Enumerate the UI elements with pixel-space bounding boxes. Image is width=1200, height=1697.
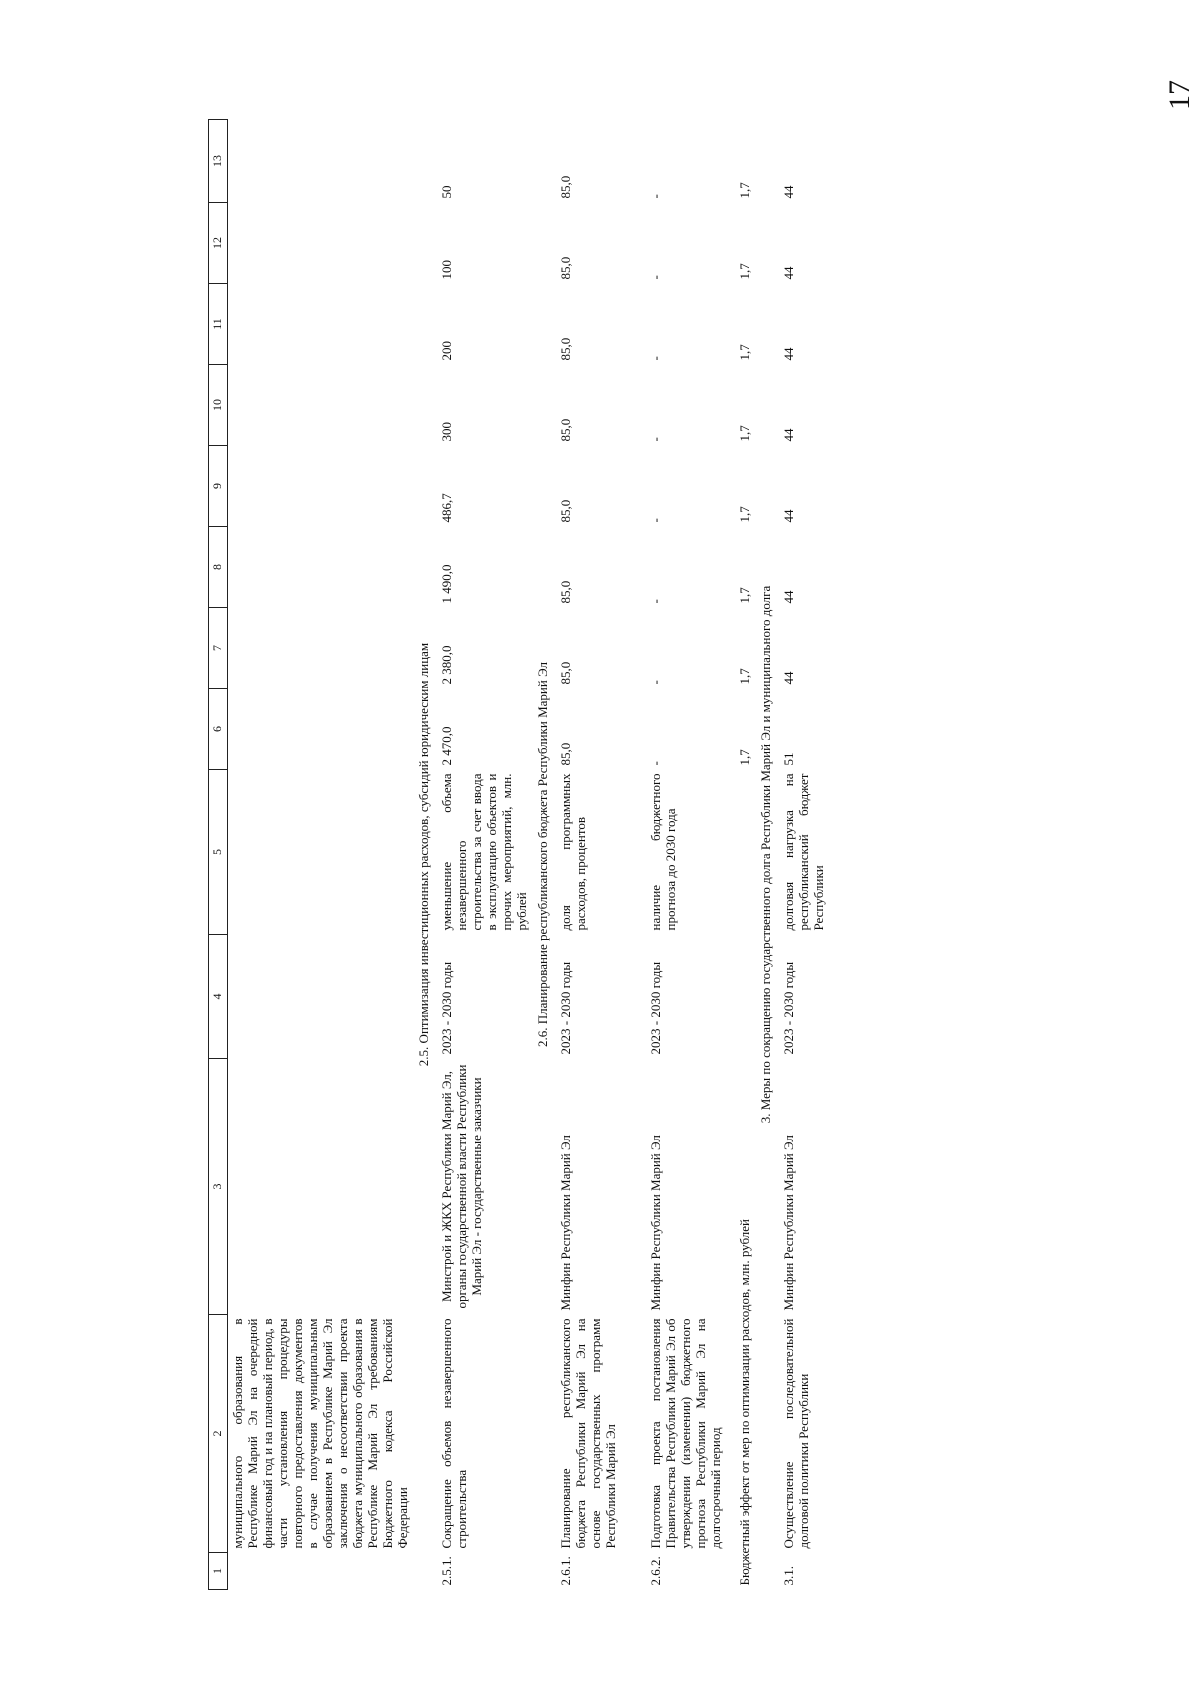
executor: Минфин Республики Марий Эл <box>781 1135 796 1311</box>
value-cell: 85,0 <box>558 418 573 442</box>
value-cell: 1,7 <box>737 749 752 766</box>
measure-name: Подготовка проекта постановления Правительства Республики Марий Эл об утверждении (изменении) бюджетного прогноза Республики Марий Эл на долгосрочный период <box>648 1318 723 1549</box>
value-cell: 44 <box>781 347 796 361</box>
value-cell: 1,7 <box>737 182 752 199</box>
value-cell: 44 <box>781 590 796 604</box>
value-cell: 44 <box>781 428 796 442</box>
value-cell: 100 <box>439 260 454 280</box>
value-cell: - <box>648 680 663 685</box>
section-heading-2-5: 2.5. Оптимизация инвестиционных расходов, субсидий юридическим лицам <box>416 642 431 1067</box>
value-cell: 1,7 <box>737 263 752 280</box>
value-cell: 1,7 <box>737 668 752 685</box>
executor: Минфин Республики Марий Эл <box>648 1135 663 1311</box>
executor: Минстрой и ЖКХ Республики Марий Эл, органы государственной власти Республики Марий Эл - государственные заказчики <box>439 1064 484 1309</box>
value-cell: - <box>648 275 663 280</box>
value-cell: 300 <box>439 422 454 442</box>
section-heading-row <box>754 120 779 1590</box>
col-header-13: 13 <box>209 120 228 203</box>
table-row <box>779 120 828 1590</box>
value-cell: 44 <box>781 266 796 280</box>
value-cell: 51 <box>781 752 796 766</box>
indicator: наличие бюджетного прогноза до 2030 года <box>648 773 678 931</box>
value-cell: 44 <box>781 509 796 523</box>
value-cell: 1 490,0 <box>439 564 454 604</box>
value-cell: 85,0 <box>558 337 573 361</box>
value-cell: 200 <box>439 341 454 361</box>
period: 2023 - 2030 годы <box>558 961 573 1055</box>
period: 2023 - 2030 годы <box>781 961 796 1055</box>
measures-table <box>208 119 828 1590</box>
row-number: 2.6.1. <box>558 1556 573 1586</box>
value-cell: - <box>648 518 663 523</box>
row-number: 2.5.1. <box>439 1556 454 1586</box>
value-cell: 1,7 <box>737 344 752 361</box>
value-cell: 85,0 <box>558 580 573 604</box>
section-heading-2-6: 2.6. Планирование республиканского бюджета Республики Марий Эл <box>535 662 550 1047</box>
value-cell: 85,0 <box>558 256 573 280</box>
value-cell: 85,0 <box>558 175 573 199</box>
value-cell: 44 <box>781 185 796 199</box>
continuation-text: муниципального образования в Республике Марий Эл на очередной финансовый год и на плановый период, в части установления процедуры повторного предоставления документов в случае получения муниципальным образованием в Республике Марий Эл заключения о несоответствии проекта бюджета муниципального образования в Республике Марий Эл требованиям Бюджетного кодекса Российской Федерации <box>230 1318 410 1549</box>
value-cell: 85,0 <box>558 742 573 766</box>
col-header-10: 10 <box>209 365 228 446</box>
value-cell: 1,7 <box>737 425 752 442</box>
value-cell: 2 380,0 <box>439 645 454 685</box>
row-number: 2.6.2. <box>648 1556 663 1586</box>
value-cell: 1,7 <box>737 587 752 604</box>
measure-name: Осуществление последовательной долговой политики Республики <box>781 1318 811 1549</box>
value-cell: - <box>648 437 663 442</box>
section-heading-3: 3. Меры по сокращению государственного долга Республики Марий Эл и муниципального долга <box>758 585 773 1124</box>
value-cell: 50 <box>439 185 454 199</box>
table-row <box>556 120 620 1590</box>
measure-name: Планирование республиканского бюджета Республики Марий Эл на основе государственных программ Республики Марий Эл <box>558 1318 618 1549</box>
period: 2023 - 2030 годы <box>648 961 663 1055</box>
executor: Минфин Республики Марий Эл <box>558 1135 573 1311</box>
value-cell: - <box>648 761 663 766</box>
value-cell: - <box>648 356 663 361</box>
col-header-6: 6 <box>209 689 228 770</box>
period: 2023 - 2030 годы <box>439 961 454 1055</box>
col-header-3: 3 <box>209 1059 228 1315</box>
measure-name: Сокращение объемов незавершенного строительства <box>439 1318 469 1549</box>
value-cell: - <box>648 599 663 604</box>
total-row <box>725 120 754 1590</box>
column-number-row <box>209 120 228 1590</box>
table-row <box>437 120 531 1590</box>
col-header-1: 1 <box>209 1553 228 1590</box>
page-number: 17 <box>1163 80 1196 110</box>
section-heading-row <box>531 120 556 1590</box>
indicator: уменьшение объема незавершенного строительства за счет ввода в эксплуатацию объектов и прочих мероприятий, млн. рублей <box>439 773 529 931</box>
value-cell: - <box>648 194 663 199</box>
col-header-7: 7 <box>209 608 228 689</box>
value-cell: 486,7 <box>439 493 454 523</box>
table-row <box>646 120 725 1590</box>
col-header-11: 11 <box>209 284 228 365</box>
value-cell: 85,0 <box>558 499 573 523</box>
value-cell: 1,7 <box>737 506 752 523</box>
col-header-2: 2 <box>209 1315 228 1553</box>
total-label: Бюджетный эффект от мер по оптимизации расходов, млн. рублей <box>737 1218 752 1586</box>
col-header-4: 4 <box>209 935 228 1059</box>
value-cell: 2 470,0 <box>439 726 454 766</box>
col-header-5: 5 <box>209 770 228 935</box>
section-heading-row <box>412 120 437 1590</box>
col-header-12: 12 <box>209 203 228 284</box>
row-number: 3.1. <box>781 1566 796 1586</box>
value-cell: 85,0 <box>558 661 573 685</box>
col-header-9: 9 <box>209 446 228 527</box>
rotated-table-page <box>208 120 1200 1590</box>
indicator: долговая нагрузка на республиканский бюджет Республики <box>781 773 826 931</box>
value-cell: 44 <box>781 671 796 685</box>
indicator: доля программных расходов, процентов <box>558 773 588 931</box>
continuation-row <box>228 120 413 1590</box>
col-header-8: 8 <box>209 527 228 608</box>
